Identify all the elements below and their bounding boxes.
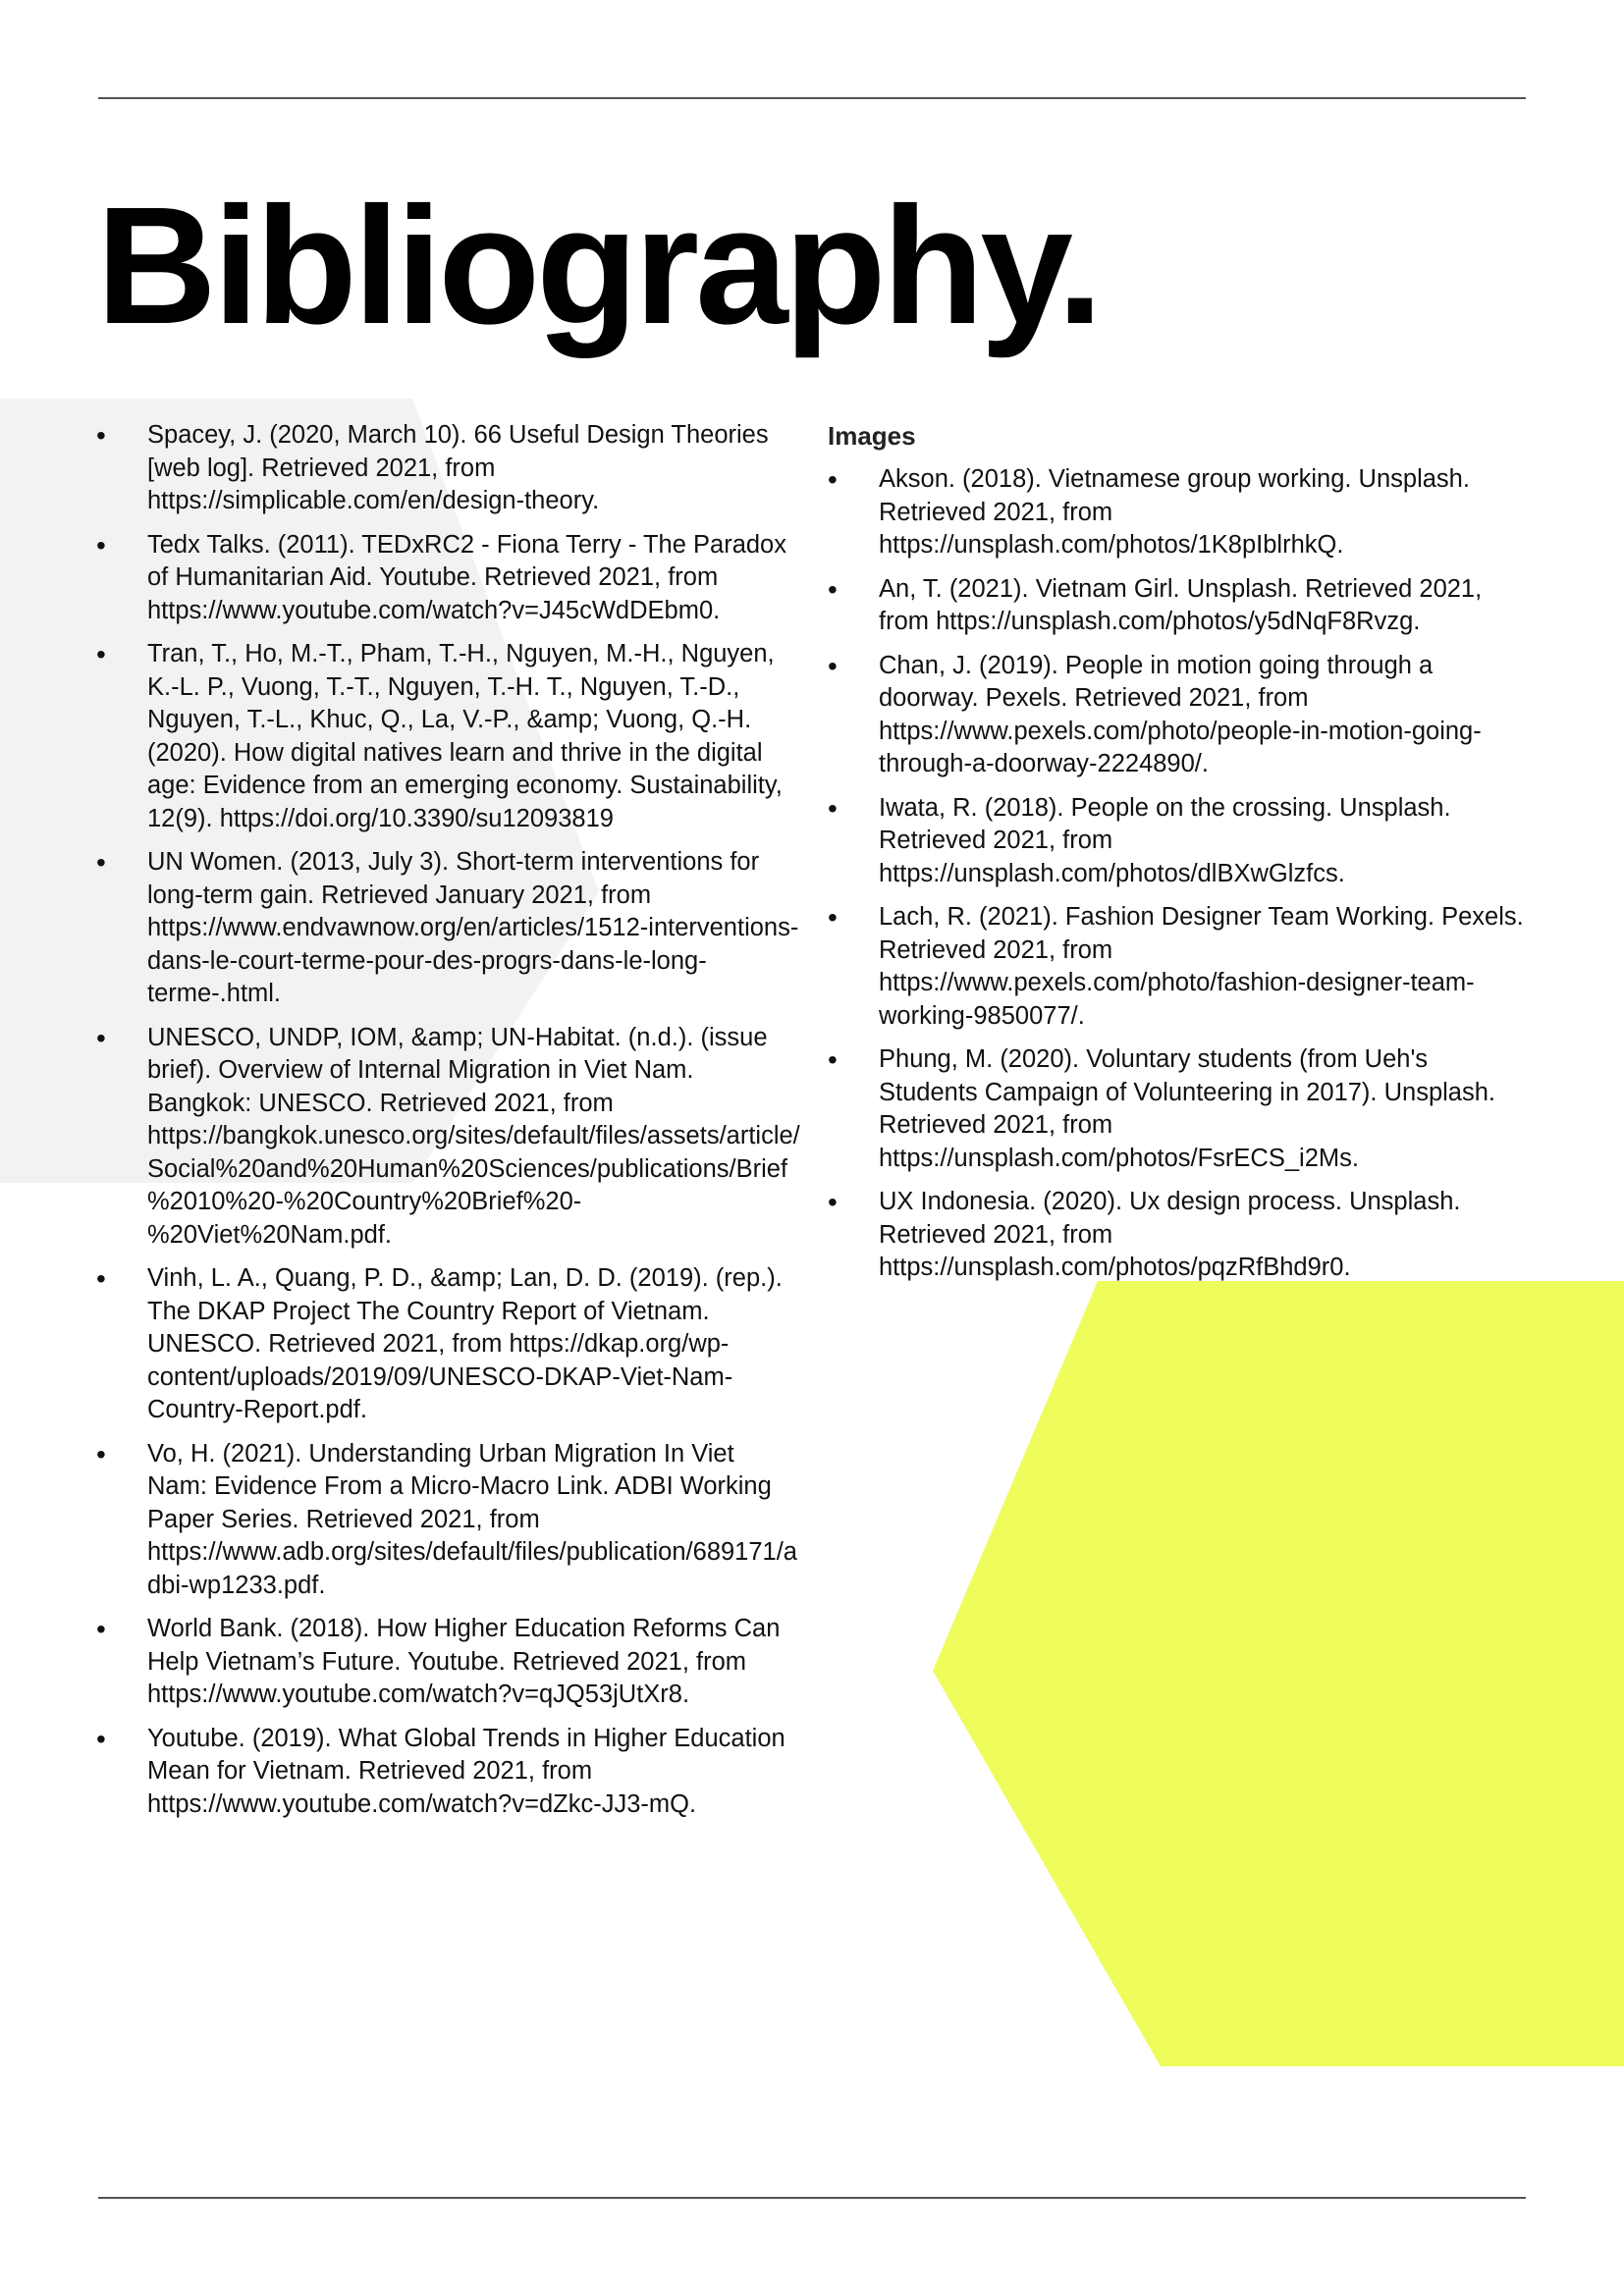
bullet-icon: •	[96, 847, 106, 878]
reference-text: Youtube. (2019). What Global Trends in Higher Education Mean for Vietnam. Retrieved 2021, from https://www.youtube.com/watch?v=dZkc-JJ3-mQ.	[147, 1724, 785, 1818]
reference-text: Tedx Talks. (2011). TEDxRC2 - Fiona Terry - The Paradox of Humanitarian Aid. Youtube. Retrieved 2021, from https://www.youtube.com/watch?v=J45cWdDEbm0.	[147, 530, 786, 624]
list-item	[828, 650, 1532, 781]
list-item	[96, 1723, 800, 1822]
image-credit-text: Chan, J. (2019). People in motion going through a doorway. Pexels. Retrieved 2021, from https://www.pexels.com/photo/people-in-motion-going-through-a-doorway-2224890/.	[879, 651, 1482, 777]
page-title: Bibliography.	[96, 173, 1100, 359]
bullet-icon: •	[828, 1044, 838, 1075]
bottom-rule	[98, 2197, 1526, 2199]
bullet-icon: •	[96, 1438, 106, 1469]
reference-text: Tran, T., Ho, M.-T., Pham, T.-H., Nguyen, M.-H., Nguyen, K.-L. P., Vuong, T.-T., Nguyen, T.-H. T., Nguyen, T.-D., Nguyen, T.-L., Khuc, Q., La, V.-P., &amp; Vuong, Q.-H. (2020). How digital natives learn and thrive in the digital age: Evidence from an emerging economy. Sustainability, 12(9). https://doi.org/10.3390/su12093819	[147, 640, 783, 832]
image-credit-text: Phung, M. (2020). Voluntary students (from Ueh's Students Campaign of Volunteering in 2017). Unsplash. Retrieved 2021, from https://unsplash.com/photos/FsrECS_i2Ms.	[879, 1045, 1495, 1172]
list-item	[96, 419, 800, 518]
reference-text: World Bank. (2018). How Higher Education Reforms Can Help Vietnam’s Future. Youtube. Retrieved 2021, from https://www.youtube.com/watch?v=qJQ53jUtXr8.	[147, 1615, 781, 1708]
reference-text: Vo, H. (2021). Understanding Urban Migration In Viet Nam: Evidence From a Micro-Macro Link. ADBI Working Paper Series. Retrieved 2021, from https://www.adb.org/sites/default/files/publication/689171/adbi-wp1233.pdf.	[147, 1439, 797, 1599]
list-item	[828, 792, 1532, 891]
list-item	[828, 901, 1532, 1033]
list-item	[96, 846, 800, 1011]
reference-list	[96, 419, 800, 1832]
image-credit-text: Iwata, R. (2018). People on the crossing. Unsplash. Retrieved 2021, from https://unsplash.com/photos/dlBXwGlzfcs.	[879, 793, 1451, 887]
top-rule	[98, 97, 1526, 99]
list-item	[828, 1043, 1532, 1175]
bullet-icon: •	[96, 420, 106, 451]
bullet-icon: •	[828, 650, 838, 681]
list-item	[96, 529, 800, 628]
bullet-icon: •	[96, 1263, 106, 1294]
list-item	[96, 1022, 800, 1253]
bullet-icon: •	[96, 1723, 106, 1754]
list-item	[96, 1262, 800, 1427]
bullet-icon: •	[828, 464, 838, 495]
bullet-icon: •	[96, 1022, 106, 1053]
list-item	[96, 638, 800, 835]
image-credit-text: Akson. (2018). Vietnamese group working. Unsplash. Retrieved 2021, from https://unsplash.com/photos/1K8pIblrhkQ.	[879, 465, 1470, 559]
bullet-icon: •	[96, 529, 106, 561]
bullet-icon: •	[828, 792, 838, 824]
bullet-icon: •	[96, 1614, 106, 1644]
bullet-icon: •	[96, 639, 106, 669]
bullet-icon: •	[828, 1187, 838, 1217]
image-credit-text: Lach, R. (2021). Fashion Designer Team Working. Pexels. Retrieved 2021, from https://www.pexels.com/photo/fashion-designer-team-working-9850077/.	[879, 903, 1524, 1030]
list-item	[828, 573, 1532, 639]
image-credit-text: An, T. (2021). Vietnam Girl. Unsplash. Retrieved 2021, from https://unsplash.com/photos/y5dNqF8Rvzg.	[879, 574, 1483, 635]
image-credit-text: UX Indonesia. (2020). Ux design process. Unsplash. Retrieved 2021, from https://unsplash.com/photos/pqzRfBhd9r0.	[879, 1188, 1461, 1281]
reference-text: UNESCO, UNDP, IOM, &amp; UN-Habitat. (n.d.). (issue brief). Overview of Internal Migration in Viet Nam. Bangkok: UNESCO. Retrieved 2021, from https://bangkok.unesco.org/sites/default/files/assets/article/Social%20and%20Human%20Sciences/publications/Brief%2010%20-%20Country%20Brief%20-%20Viet%20Nam.pdf.	[147, 1023, 800, 1249]
images-section-heading: Images	[828, 421, 916, 451]
list-item	[828, 1186, 1532, 1285]
list-item	[96, 1613, 800, 1712]
list-item	[96, 1438, 800, 1603]
bullet-icon: •	[828, 902, 838, 933]
reference-text: Vinh, L. A., Quang, P. D., &amp; Lan, D. D. (2019). (rep.). The DKAP Project The Country Report of Vietnam. UNESCO. Retrieved 2021, from https://dkap.org/wp-content/uploads/2019/09/UNESCO-DKAP-Viet-Nam-Country-Report.pdf.	[147, 1264, 783, 1423]
bullet-icon: •	[828, 573, 838, 605]
reference-text: Spacey, J. (2020, March 10). 66 Useful Design Theories [web log]. Retrieved 2021, from https://simplicable.com/en/design-theory.	[147, 421, 769, 514]
list-item	[828, 463, 1532, 562]
yellow-hexagon-panel	[933, 1281, 1624, 2066]
reference-text: UN Women. (2013, July 3). Short-term interventions for long-term gain. Retrieved January 2021, from https://www.endvawnow.org/en/articles/1512-interventions-dans-le-court-terme-pour-des-progrs-dans-le-long-terme-.html.	[147, 848, 799, 1007]
image-credits-list	[828, 463, 1532, 1296]
